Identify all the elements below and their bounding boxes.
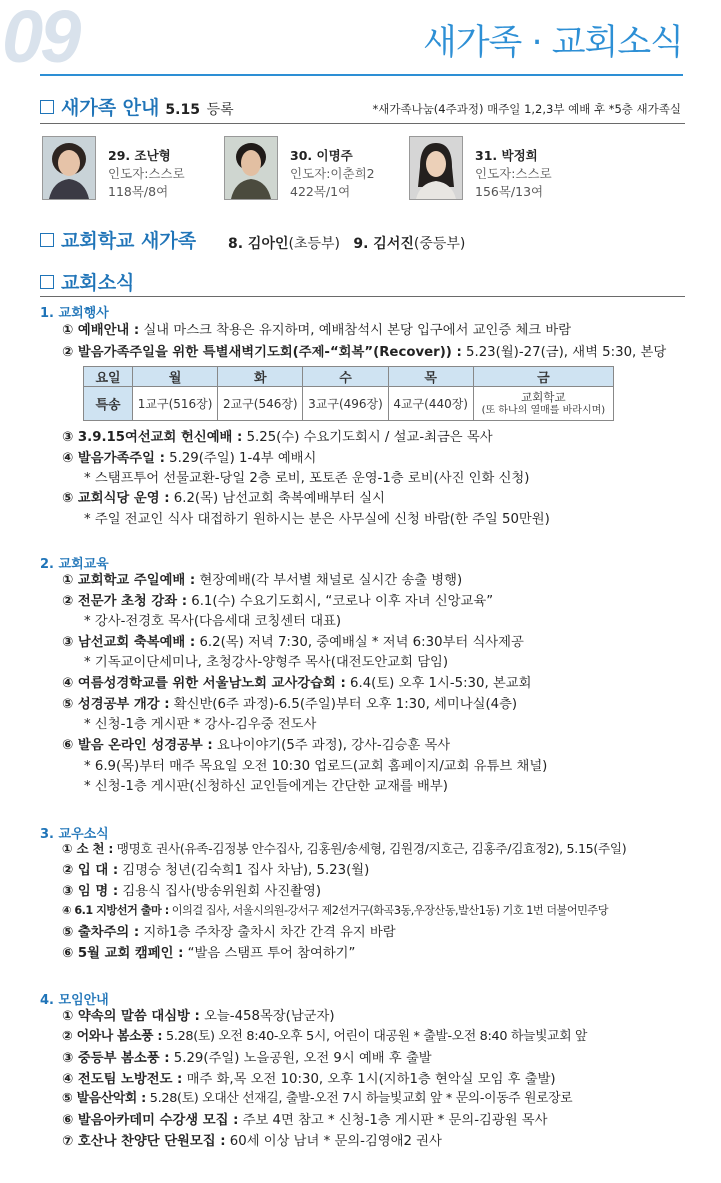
title-rule xyxy=(40,74,683,76)
item-label: ④ 전도팀 노방전도 : xyxy=(62,1072,183,1087)
schedule-day: 화 xyxy=(218,367,303,387)
education-title: 2. 교회교육 xyxy=(40,557,109,572)
news-heading-text: 교회소식 xyxy=(61,272,135,294)
schedule-cell-line: (또 하나의 열매를 바라시며) xyxy=(481,404,606,416)
schedule-cell: 4교구(440장) xyxy=(388,387,473,421)
person-district: 422목/1여 xyxy=(290,184,351,199)
person-guide: 인도자:이춘희2 xyxy=(290,166,375,181)
events-title: 1. 교회행사 xyxy=(40,306,109,321)
item-text: 지하1층 주차장 출차시 차간 간격 유지 바람 xyxy=(139,925,396,940)
schedule-cell-line: 교회학교 xyxy=(521,389,566,404)
item-label: ④ 발음가족주일 : xyxy=(62,451,165,466)
item-text: “발음 스탬프 투어 참여하기” xyxy=(183,946,356,961)
education-item-2 xyxy=(62,595,493,608)
newcomer-date: 5.15 xyxy=(165,102,200,118)
education-note: * 6.9(목)부터 매주 목요일 오전 10:30 업로드(교회 홈페이지/교회 유튜브 채널) xyxy=(84,759,548,774)
members-item-5 xyxy=(62,926,396,939)
schedule-day: 금 xyxy=(473,367,613,387)
item-label: ② 입 대 : xyxy=(62,863,119,878)
meetings-item-4 xyxy=(62,1073,556,1086)
schedule-cell: 1교구(516장) xyxy=(133,387,218,421)
item-label: ③ 남선교회 축복예배 : xyxy=(62,635,196,650)
item-text: 6.4(토) 오후 1시-5:30, 본교회 xyxy=(345,676,532,691)
item-text: 5.28(토) 오전 8:40-오후 5시, 어린이 대공원 * 출발-오전 8:40 하늘빛교회 앞 xyxy=(162,1029,588,1044)
schedule-header-label: 요일 xyxy=(84,367,133,387)
schedule-day: 수 xyxy=(303,367,388,387)
person-guide: 인도자:스스로 xyxy=(475,166,552,181)
meetings-title: 4. 모임안내 xyxy=(40,993,109,1008)
item-label: ① 예배안내 : xyxy=(62,323,140,338)
events-item-3 xyxy=(62,431,493,444)
meetings-item-1 xyxy=(62,1010,335,1023)
schedule-body-row xyxy=(84,387,614,421)
school-newcomer-dept: (중등부) xyxy=(413,236,466,252)
events-item-5 xyxy=(62,492,385,505)
prayer-schedule-table xyxy=(83,366,614,421)
item-label: ⑤ 성경공부 개강 : xyxy=(62,697,170,712)
section-divider xyxy=(40,296,685,297)
members-item-4 xyxy=(62,905,608,916)
item-label: ⑤ 출차주의 : xyxy=(62,925,140,940)
item-label: ③ 임 명 : xyxy=(62,884,119,899)
item-text: 김명승 청년(김숙희1 집사 차남), 5.23(월) xyxy=(118,863,370,878)
person-photo xyxy=(224,136,278,200)
item-text: 매주 화,목 오전 10:30, 오후 1시(지하1층 현악실 모임 후 출발) xyxy=(182,1072,556,1087)
members-item-2 xyxy=(62,864,369,877)
person-name: 31. 박정희 xyxy=(475,148,538,163)
page-number: 09 xyxy=(2,0,79,78)
meetings-item-7 xyxy=(62,1135,442,1148)
schedule-day: 월 xyxy=(133,367,218,387)
events-note: * 스탬프투어 선물교환-당일 2층 로비, 포토존 운영-1층 로비(사진 인화 신청) xyxy=(84,471,530,486)
item-text: 실내 마스크 착용은 유지하며, 예배참석시 본당 입구에서 교인증 체크 바람 xyxy=(139,323,572,338)
square-bullet-icon xyxy=(40,233,54,247)
meetings-item-5 xyxy=(62,1093,572,1106)
schedule-cell: 2교구(546장) xyxy=(218,387,303,421)
newcomer-date-suffix: 등록 xyxy=(206,102,234,118)
item-label: ① 교회학교 주일예배 : xyxy=(62,573,196,588)
education-note: * 신청-1층 게시판(신청하신 교인들에게는 간단한 교재를 배부) xyxy=(84,779,448,794)
school-newcomer-name: 9. 김서진 xyxy=(353,236,414,252)
item-text: 요나이야기(5주 과정), 강사-김승훈 목사 xyxy=(212,738,451,753)
item-text: 60세 이상 남녀 * 문의-김영애2 권사 xyxy=(225,1134,442,1149)
members-title: 3. 교우소식 xyxy=(40,827,109,842)
education-item-4 xyxy=(62,677,531,690)
schedule-cell: 3교구(496장) xyxy=(303,387,388,421)
item-text: 김용식 집사(방송위원회 사진촬영) xyxy=(118,884,322,899)
schedule-cell-friday xyxy=(473,387,613,421)
meetings-item-3 xyxy=(62,1052,432,1065)
section-divider xyxy=(40,123,685,124)
person-name: 29. 조난형 xyxy=(108,148,171,163)
members-item-3 xyxy=(62,885,321,898)
education-item-1 xyxy=(62,574,462,587)
school-newcomer-list xyxy=(228,233,465,253)
education-item-5 xyxy=(62,698,517,711)
person-district: 118목/8여 xyxy=(108,184,169,199)
item-label: ① 약속의 말씀 대심방 : xyxy=(62,1009,200,1024)
school-newcomer-heading-text: 교회학교 새가족 xyxy=(61,230,197,252)
item-label: ② 발음가족주일을 위한 특별새벽기도회(주제-“회복”(Recover)) : xyxy=(62,345,462,360)
events-item-4 xyxy=(62,452,316,465)
item-text: 5.23(월)-27(금), 새벽 5:30, 본당 xyxy=(461,345,667,360)
meetings-item-6 xyxy=(62,1114,547,1127)
item-label: ⑦ 호산나 찬양단 단원모집 : xyxy=(62,1134,226,1149)
newcomer-heading-text: 새가족 안내 xyxy=(61,97,160,119)
education-item-3 xyxy=(62,636,524,649)
item-text: 맹명호 권사(유족-김정봉 안수집사, 김홍원/송세형, 김원경/지호근, 김홍주/김효정2), 5.15(주일) xyxy=(113,841,627,856)
events-note: * 주일 전교인 식사 대접하기 원하시는 분은 사무실에 신청 바람(한 주일 50만원) xyxy=(84,512,550,527)
person-guide: 인도자:스스로 xyxy=(108,166,185,181)
education-note: * 신청-1층 게시판 * 강사-김우중 전도사 xyxy=(84,717,317,732)
item-label: ③ 3.9.15여선교회 헌신예배 : xyxy=(62,430,243,445)
schedule-row-label: 특송 xyxy=(84,387,133,421)
person-name: 30. 이명주 xyxy=(290,148,353,163)
person-photo xyxy=(409,136,463,200)
item-text: 5.25(수) 수요기도회시 / 설교-최금은 목사 xyxy=(242,430,493,445)
item-label: ① 소 천 : xyxy=(62,841,114,856)
item-text: 현장예배(각 부서별 채널로 실시간 송출 병행) xyxy=(195,573,463,588)
school-newcomer-dept: (초등부) xyxy=(288,236,341,252)
item-label: ③ 중등부 봄소풍 : xyxy=(62,1051,170,1066)
school-newcomer-name: 8. 김아인 xyxy=(228,236,289,252)
newcomer-heading xyxy=(40,99,234,118)
person-photo xyxy=(42,136,96,200)
item-label: ⑤ 교회식당 운영 : xyxy=(62,491,170,506)
events-item-1 xyxy=(62,324,571,337)
square-bullet-icon xyxy=(40,100,54,114)
item-label: ④ 여름성경학교를 위한 서울남노회 교사강습회 : xyxy=(62,676,346,691)
events-item-2 xyxy=(62,346,666,359)
members-item-1 xyxy=(62,843,626,856)
schedule-header-row xyxy=(84,367,614,387)
item-label: ⑥ 발음 온라인 성경공부 : xyxy=(62,738,213,753)
item-text: 6.2(목) 저녁 7:30, 중예배실 * 저녁 6:30부터 식사제공 xyxy=(195,635,524,650)
item-text: 오늘-458목장(남군자) xyxy=(199,1009,335,1024)
item-label: ⑥ 발음아카데미 수강생 모집 : xyxy=(62,1113,239,1128)
item-label: ⑥ 5월 교회 캠페인 : xyxy=(62,946,184,961)
item-label: ⑤ 발음산악회 : xyxy=(62,1091,146,1106)
education-note: * 강사-전경호 목사(다음세대 코칭센터 대표) xyxy=(84,614,342,629)
page-title: 새가족 · 교회소식 xyxy=(422,23,683,63)
newcomer-note: *새가족나눔(4주과정) 매주일 1,2,3부 예배 후 *5층 새가족실 xyxy=(372,102,681,116)
item-text: 5.29(주일) 노을공원, 오전 9시 예배 후 출발 xyxy=(169,1051,432,1066)
item-label: ④ 6.1 지방선거 출마 : xyxy=(62,904,169,917)
item-text: 주보 4면 참고 * 신청-1층 게시판 * 문의-김광원 목사 xyxy=(238,1113,548,1128)
school-newcomer-heading xyxy=(40,232,196,251)
meetings-item-2 xyxy=(62,1031,587,1044)
members-item-6 xyxy=(62,947,355,960)
schedule-day: 목 xyxy=(388,367,473,387)
item-text: 이의걸 집사, 서울시의원-강서구 제2선거구(화곡3동,우장산동,발산1동) 기호 1번 더불어민주당 xyxy=(168,904,609,917)
person-district: 156목/13여 xyxy=(475,184,544,199)
news-heading xyxy=(40,274,134,293)
education-note: * 기독교이단세미나, 초청강사-양형주 목사(대전도안교회 담임) xyxy=(84,655,449,670)
item-text: 확신반(6주 과정)-6.5(주일)부터 오후 1:30, 세미나실(4층) xyxy=(169,697,518,712)
item-label: ② 전문가 초청 강좌 : xyxy=(62,594,188,609)
item-text: 5.28(토) 오대산 선재길, 출발-오전 7시 하늘빛교회 앞 * 문의-이동주 원로장로 xyxy=(145,1091,573,1106)
education-item-6 xyxy=(62,739,450,752)
item-text: 6.1(수) 수요기도회시, “코로나 이후 자녀 신앙교육” xyxy=(187,594,494,609)
square-bullet-icon xyxy=(40,275,54,289)
item-text: 6.2(목) 남선교회 축복예배부터 실시 xyxy=(169,491,385,506)
item-text: 5.29(주일) 1-4부 예배시 xyxy=(164,451,317,466)
item-label: ② 어와나 봄소풍 : xyxy=(62,1029,163,1044)
